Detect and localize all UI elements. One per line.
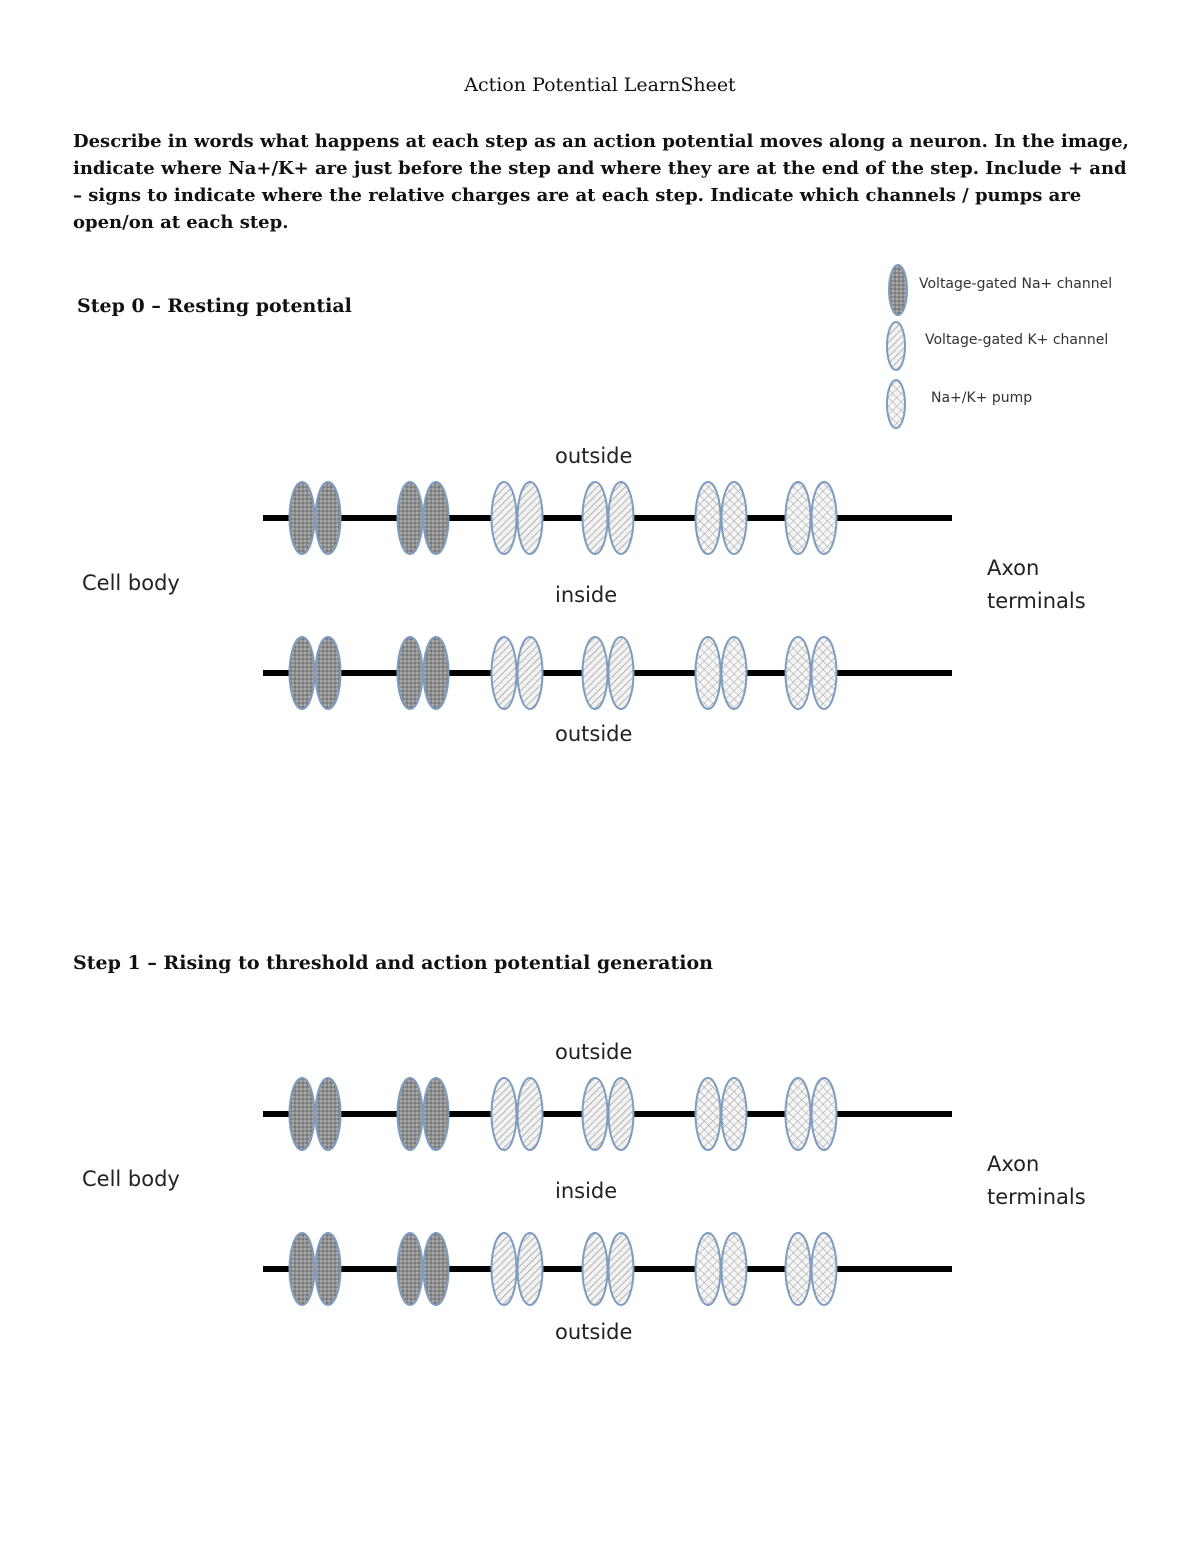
k-channel-icon (884, 318, 914, 374)
k-channel-icon (492, 1078, 517, 1150)
outside-top-label: outside (555, 1040, 633, 1064)
legend-label-na: Voltage-gated Na+ channel (919, 276, 1113, 292)
axon-label-line2: terminals (987, 589, 1086, 613)
axon-label-line1: Axon (987, 556, 1040, 580)
outside-bottom-label: outside (555, 722, 633, 746)
pump-icon (722, 1078, 747, 1150)
outside-top-label: outside (555, 444, 633, 468)
pump-icon (812, 637, 837, 709)
na-channel-icon (290, 1078, 315, 1150)
k-channel-icon (583, 482, 608, 554)
na-channel-icon (316, 482, 341, 554)
step-0-heading: Step 0 – Resting potential (77, 295, 352, 317)
na-channel-icon (884, 262, 914, 318)
na-channel-icon (316, 1233, 341, 1305)
k-channel-icon (518, 637, 543, 709)
step-1-heading: Step 1 – Rising to threshold and action potential generation (73, 952, 713, 974)
pump-icon (786, 1078, 811, 1150)
legend-label-k: Voltage-gated K+ channel (925, 332, 1109, 348)
legend-label-pump: Na+/K+ pump (931, 390, 1033, 406)
axon-terminals-label (987, 552, 1086, 618)
na-channel-icon (424, 1233, 449, 1305)
k-channel-icon (583, 1233, 608, 1305)
inside-label: inside (555, 583, 618, 607)
na-channel-icon (316, 637, 341, 709)
k-channel-icon (609, 1233, 634, 1305)
axon-terminals-label (987, 1148, 1086, 1214)
pump-icon (696, 1078, 721, 1150)
axon-label-line1: Axon (987, 1152, 1040, 1176)
k-channel-icon (583, 1078, 608, 1150)
na-channel-icon (316, 1078, 341, 1150)
na-channel-icon (398, 1233, 423, 1305)
instructions-text: Describe in words what happens at each step as an action potential moves along a neuron. In the image, indicate where Na+/K+ are just before the step and where they are at the end of the step. Include + and – signs to indicate where the relative charges are at each step. Indicate which channels / pumps are open/on at each step. (73, 131, 1129, 233)
legend-na-channel (884, 262, 1184, 318)
legend-k-channel (884, 318, 1184, 374)
pump-icon (696, 1233, 721, 1305)
k-channel-icon (518, 482, 543, 554)
pump-icon (786, 482, 811, 554)
step-1-diagram (0, 1036, 1200, 1356)
na-channel-icon (290, 637, 315, 709)
k-channel-icon (492, 637, 517, 709)
pump-icon (812, 1233, 837, 1305)
inside-label: inside (555, 1179, 618, 1203)
na-channel-icon (424, 482, 449, 554)
k-channel-icon (518, 1078, 543, 1150)
na-channel-icon (290, 1233, 315, 1305)
pump-icon (722, 637, 747, 709)
outside-bottom-label: outside (555, 1320, 633, 1344)
pump-icon (812, 482, 837, 554)
k-channel-icon (492, 482, 517, 554)
na-channel-icon (398, 482, 423, 554)
na-channel-icon (398, 637, 423, 709)
cell-body-label: Cell body (82, 1167, 180, 1191)
k-channel-icon (492, 1233, 517, 1305)
legend-pump (884, 376, 1184, 432)
pump-icon (722, 1233, 747, 1305)
k-channel-icon (609, 482, 634, 554)
k-channel-icon (518, 1233, 543, 1305)
axon-label-line2: terminals (987, 1185, 1086, 1209)
pump-icon (696, 637, 721, 709)
k-channel-icon (609, 1078, 634, 1150)
cell-body-label: Cell body (82, 571, 180, 595)
pump-icon (786, 637, 811, 709)
page-title: Action Potential LearnSheet (464, 74, 736, 96)
k-channel-icon (583, 637, 608, 709)
k-channel-icon (609, 637, 634, 709)
pump-icon (812, 1078, 837, 1150)
na-channel-icon (424, 637, 449, 709)
pump-icon (722, 482, 747, 554)
step-0-diagram (0, 440, 1200, 760)
pump-icon (786, 1233, 811, 1305)
na-channel-icon (424, 1078, 449, 1150)
pump-icon (696, 482, 721, 554)
na-channel-icon (290, 482, 315, 554)
na-channel-icon (398, 1078, 423, 1150)
pump-icon (884, 376, 914, 432)
